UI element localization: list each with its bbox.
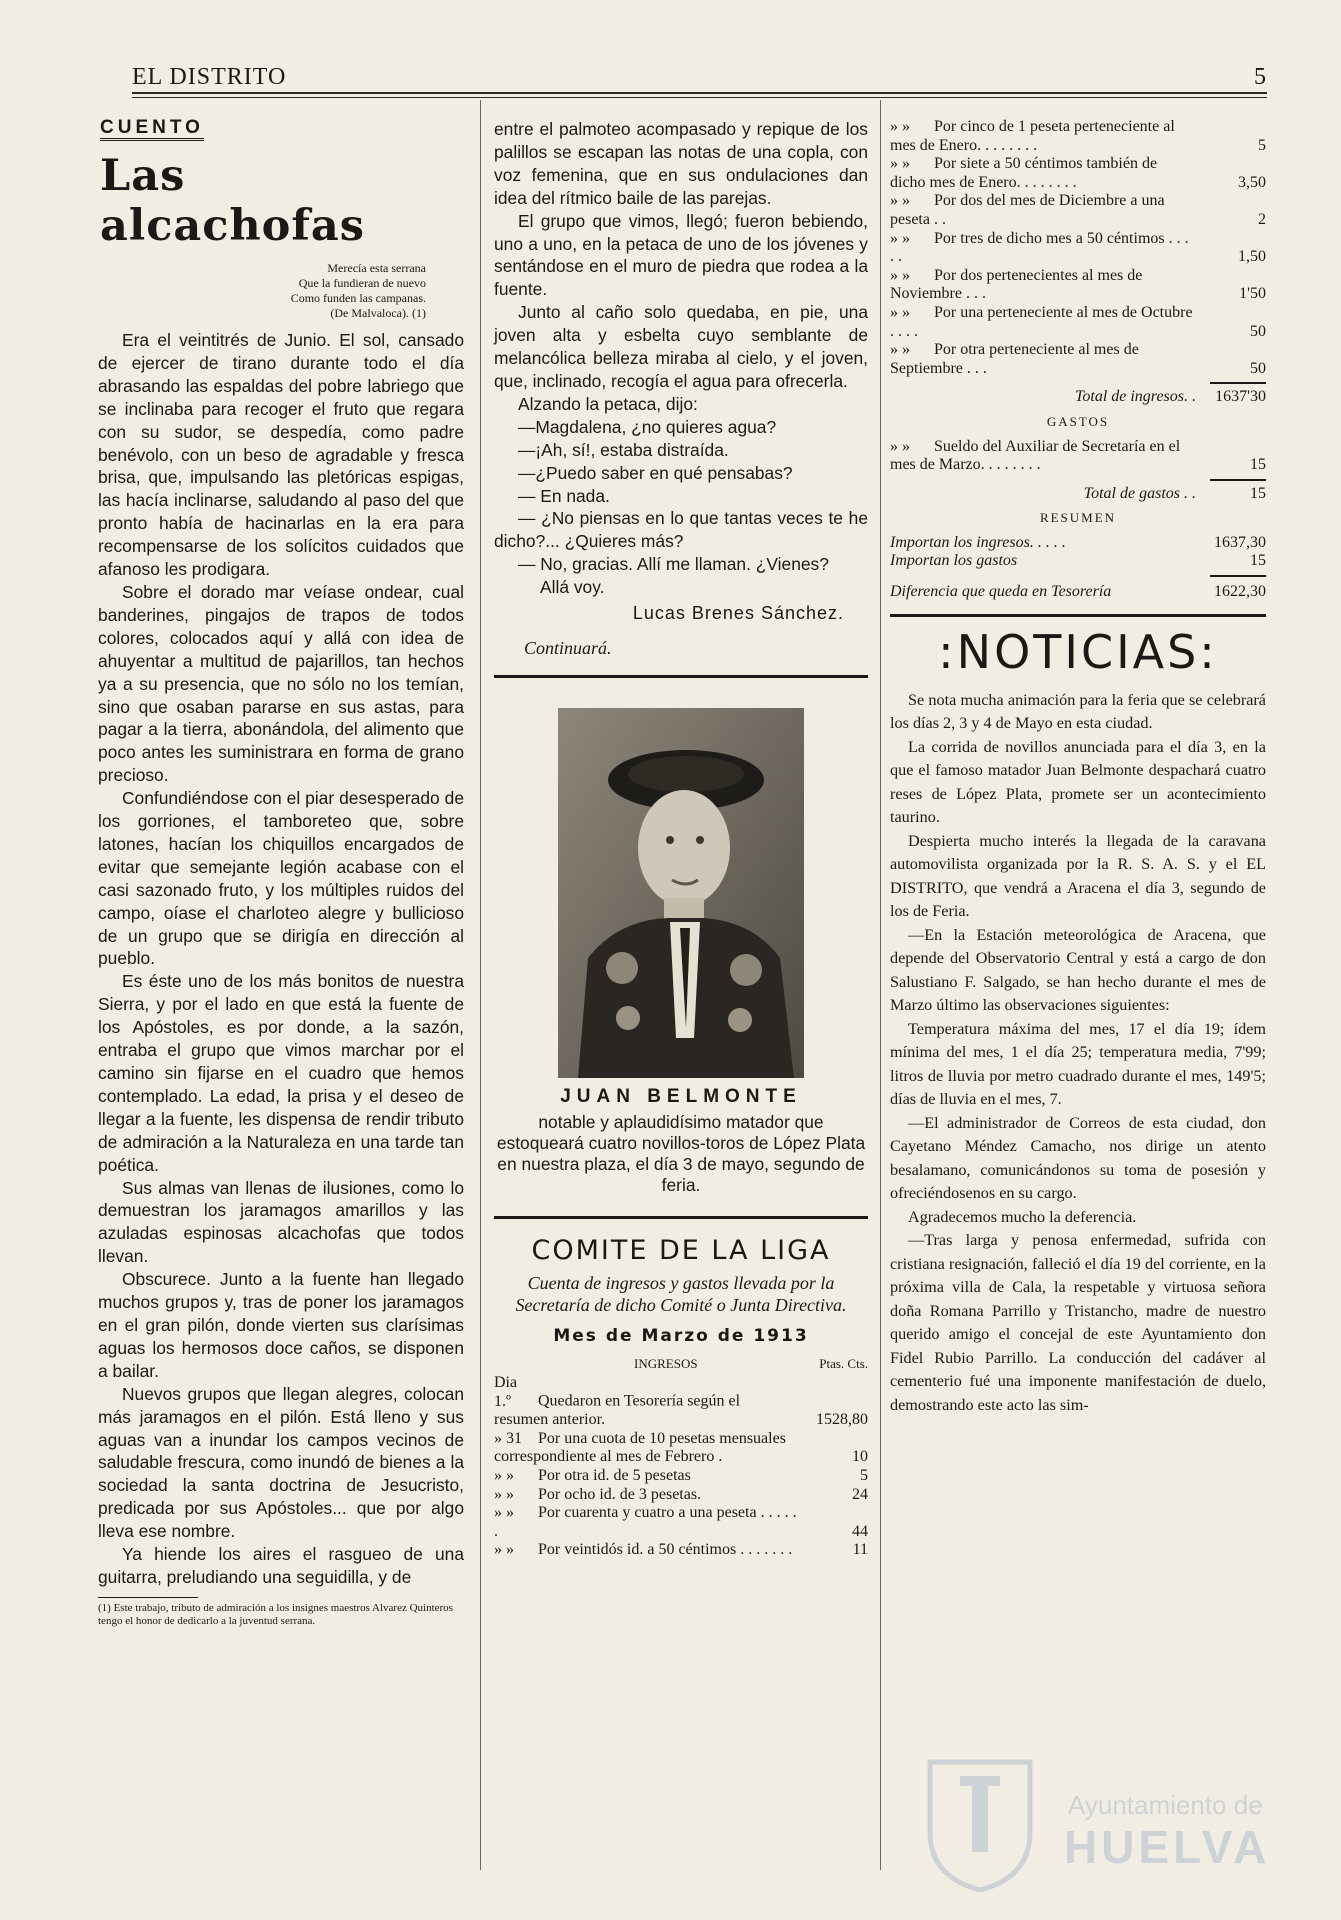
ledger-amount: 50 <box>1250 359 1266 377</box>
header-rule <box>132 92 1267 94</box>
story-paragraph: Obscurece. Junto a la fuente han llegado muchos grupos y, tras de poner los jaramagos en el gran pilón, donde vierten sus clarísimas aguas los hermosos doce caños, se disponen a bailar. <box>98 1269 464 1381</box>
comite-title: COMITE DE LA LIGA <box>494 1216 868 1266</box>
news-paragraph: Temperatura máxima del mes, 17 el día 19; ídem mínima del mes, 1 el día 25; temperatura media, 7'99; litros de lluvia por metro cuadrado durante el mes, 149'5; días de lluvia en el mes, 7. <box>890 1019 1266 1109</box>
page-header <box>132 64 1267 94</box>
total-ingresos-amount: 1637'30 <box>1215 388 1266 406</box>
ledger-row <box>890 267 1266 304</box>
news-paragraph: —Tras larga y penosa enfermedad, sufrida con cristiana resignación, falleció el día 19 del corriente, en la próxima villa de Cala, la respetable y virtuosa señora doña Romana Parrillo y Tristancho, madre de nuestro querido amigo el concejal de este Ayuntamiento don Fidel Rubio Parrillo. La conducción del cadáver al cementerio fué una imponente manifestación de duelo, demostrando este acto las sim- <box>890 1231 1266 1414</box>
ledger-amount: 1,50 <box>1238 248 1266 266</box>
story-title: Las alcachofas <box>100 151 365 251</box>
continues-note: Continuará. <box>524 638 612 659</box>
ledger-amount: 50 <box>1250 322 1266 340</box>
column-2 <box>494 118 868 1560</box>
ledger-date: » » <box>494 1541 514 1559</box>
ledger-desc: Por una cuota de 10 pesetas mensuales correspondiente al mes de Febrero . <box>494 1429 786 1466</box>
story-paragraph: entre el palmoteo acompasado y repique de los palillos se escapan las notas de una copla, con voz femenina, que en sus ondulaciones dan idea del rítmico baile de las parejas. <box>494 119 868 208</box>
epigraph-line: Que la fundieran de nuevo <box>298 276 426 290</box>
ledger-amount: 15 <box>1250 456 1266 474</box>
ledger-row <box>494 1541 868 1560</box>
story-kicker: CUENTO <box>100 118 204 141</box>
noticias-title: :NOTICIAS: <box>890 614 1266 679</box>
story-paragraph: Nuevos grupos que llegan alegres, colocan más jaramagos en el pilón. Está lleno y sus aguas van a inundar los campos vecinos de saludable frescura, como inundó de bienes a la sociedad la santa doctrina de Jesucristo, predicada por sus Apóstoles... que por algo lleva ese nombre. <box>98 1383 464 1542</box>
newspaper-title: EL DISTRITO <box>132 64 287 90</box>
ledger-row <box>890 341 1266 378</box>
dialogue-line: —¡Ah, sí!, estaba distraída. <box>518 439 729 460</box>
ledger-row <box>890 438 1266 475</box>
header-rule-thin <box>132 97 1267 98</box>
total-ingresos-label: Total de ingresos. . <box>1074 388 1196 406</box>
dialogue-line: —Magdalena, ¿no quieres agua? <box>518 416 777 437</box>
ledger-row <box>494 1467 868 1486</box>
ayuntamiento-watermark <box>920 1742 1271 1892</box>
story-body-continued <box>494 118 868 599</box>
ledger-date: » » <box>890 229 910 247</box>
news-paragraph: —El administrador de Correos de esta ciudad, don Cayetano Méndez Camacho, nos dirige un atento besalamano, comunicándonos su toma de posesión y ofreciéndosenos en su cargo. <box>890 1113 1266 1203</box>
ledger-row <box>494 1486 868 1505</box>
total-gastos-row <box>890 485 1266 504</box>
total-rule <box>1210 575 1266 577</box>
ledger-amount: 11 <box>852 1541 868 1559</box>
total-gastos-label: Total de gastos . . <box>1083 484 1196 502</box>
column-divider <box>480 100 481 1870</box>
ledger-desc: Por dos pertenecientes al mes de Noviembre . . . <box>890 266 1143 303</box>
total-ingresos-row <box>890 388 1266 407</box>
ledger-row <box>890 192 1266 229</box>
column-1 <box>98 118 464 1628</box>
ledger-amount: 10 <box>852 1448 868 1466</box>
dialogue-line: —¿Puedo saber en qué pensabas? <box>518 462 793 483</box>
importan-gastos-row <box>890 552 1266 571</box>
news-paragraph: Agradecemos mucho la deferencia. <box>908 1207 1137 1226</box>
ledger-date: » » <box>494 1504 514 1522</box>
news-paragraph: Se nota mucha animación para la feria que se celebrará los días 2, 3 y 4 de Mayo en esta ciudad. <box>890 690 1266 733</box>
photo-caption-text: notable y aplaudidísimo matador que estoqueará cuatro novillos-toros de López Plata en nuestra plaza, el día 3 de mayo, segundo de feria. <box>496 1112 866 1196</box>
footnote <box>98 1597 453 1628</box>
news-paragraph: La corrida de novillos anunciada para el día 3, en la que el famoso matador Juan Belmonte despachará cuatro reses de López Plata, promete ser un acontecimiento taurino. <box>890 737 1266 827</box>
ledger-ingresos-continued <box>890 118 1266 602</box>
ledger-row <box>494 1430 868 1467</box>
ledger-desc: Por veintidós id. a 50 céntimos . . . . . . . <box>538 1541 793 1559</box>
dialogue-line: — En nada. <box>518 485 610 506</box>
importan-ingresos-amount: 1637,30 <box>1214 533 1266 551</box>
diferencia-label: Diferencia que queda en Tesorería <box>890 583 1112 601</box>
dialogue-line: — ¿No piensas en lo que tantas veces te he dicho?... ¿Quieres más? <box>494 508 868 552</box>
comite-month: Mes de Marzo de 1913 <box>553 1326 809 1347</box>
ledger-desc: Por siete a 50 céntimos también de dicho mes de Enero. . . . . . . . <box>890 155 1158 191</box>
ledger-row <box>890 155 1266 192</box>
noticias-body <box>890 689 1266 1418</box>
ledger-amount: 5 <box>1258 136 1266 154</box>
importan-gastos-amount: 15 <box>1250 552 1266 570</box>
epigraph-line: (De Malvaloca). (1) <box>330 306 426 320</box>
diferencia-row <box>890 583 1266 602</box>
ledger-desc: Por otra perteneciente al mes de Septiembre . . . <box>890 341 1139 377</box>
ledger-date: » 31 <box>494 1429 522 1447</box>
ledger-date: » » <box>890 118 910 135</box>
ledger-desc: Por tres de dicho mes a 50 céntimos . . . . . <box>890 229 1189 266</box>
story-paragraph: El grupo que vimos, llegó; fueron bebiendo, uno a uno, en la petaca de uno de los jóvenes y sentándose en el muro de piedra que rodea a la fuente. <box>494 210 868 300</box>
total-rule <box>1210 382 1266 384</box>
importan-ingresos-label: Importan los ingresos. . . . . <box>890 533 1066 551</box>
ledger-date: » » <box>890 303 910 321</box>
story-paragraph: Sobre el dorado mar veíase ondear, cual banderines, pingajos de trapos de todos colores, colocados aquí y allá con idea de ahuyentar a multitud de pajarillos, tan hechos ya a su presencia, que no sólo no los temían, sino que osaban pararse en sus astas, para pagar a la tierra, abonándola, del alimento que poco antes les suministrara en forma de grano precioso. <box>98 581 464 786</box>
ledger-date: » » <box>890 266 910 284</box>
ledger-row <box>494 1504 868 1541</box>
epigraph-line: Merecía esta serrana <box>327 261 426 275</box>
footnote-text: (1) Este trabajo, tributo de admiración a los insignes maestros Alvarez Quinteros tengo el honor de dedicarlo a la juventud serrana. <box>98 1601 453 1627</box>
watermark-line2: HUELVA <box>1064 1821 1271 1873</box>
diferencia-amount: 1622,30 <box>1214 583 1266 601</box>
ledger-row <box>494 1374 868 1430</box>
ledger-amount: 1'50 <box>1239 285 1266 303</box>
gastos-head: GASTOS <box>1046 413 1110 429</box>
ledger-heads <box>494 1356 868 1372</box>
dialogue-line: Allá voy. <box>540 577 605 598</box>
ledger-amount: 3,50 <box>1238 173 1266 191</box>
ledger-date: » » <box>890 341 910 359</box>
total-rule <box>1210 479 1266 481</box>
ledger-date: » » <box>890 155 910 173</box>
ledger-ingresos <box>494 1374 868 1560</box>
ledger-desc: Por ocho id. de 3 pesetas. <box>538 1485 702 1503</box>
story-paragraph: Sus almas van llenas de ilusiones, como lo demuestran los jaramagos amarillos y las azuladas espinosas alcachofas que todos llevan. <box>98 1177 464 1267</box>
amount-head: Ptas. Cts. <box>819 1356 868 1372</box>
story-body <box>98 329 464 1589</box>
section-rule <box>494 675 868 678</box>
total-gastos-amount: 15 <box>1250 484 1266 502</box>
coat-of-arms-icon <box>920 1742 1040 1892</box>
ledger-date: » » <box>494 1485 514 1503</box>
story-paragraph: Junto al caño solo quedaba, en pie, una joven alta y esbelta cuyo semblante de melancólica belleza miraba al cielo, y el joven, que, inclinado, recogía el agua para ofrecerla. <box>494 302 868 391</box>
importan-gastos-label: Importan los gastos <box>890 552 1018 570</box>
story-paragraph: Es éste uno de los más bonitos de nuestra Sierra, y por el lado en que está la fuente de los Apóstoles, es por donde, a la sazón, entraba el grupo que vimos marchar por el camino sin fijarse en el cuadro que hemos contemplado. La edad, la prisa y el deseo de llegar a la fuente, les dispensa de rendir tributo de admiración a la Naturaleza en una tarde tan poética. <box>98 971 464 1175</box>
story-paragraph: Era el veintitrés de Junio. El sol, cansado de ejercer de tirano durante todo el día abrasando las espaldas del pobre labriego que se inclinaba para recoger el fruto que regara con su sudor, se despedía, como padre benévolo, con un beso de agradable y fresca brisa, que, impulsando las pletóricas espigas, las hacía inclinarse, saludando al paso del que pronto había de hacinarlas en la era para recompensarse de los solícitos cuidados que afanoso les prodigara. <box>98 330 464 580</box>
ledger-amount: 2 <box>1258 210 1266 228</box>
matador-portrait-photo <box>558 708 804 1078</box>
story-paragraph: Alzando la petaca, dijo: <box>518 393 698 414</box>
column-divider <box>880 100 881 1870</box>
epigraph-line: Como funden las campanas. <box>290 291 426 305</box>
ledger-row <box>890 118 1266 155</box>
ledger-amount: 44 <box>852 1522 868 1540</box>
dialogue-line: — No, gracias. Allí me llaman. ¿Vienes? <box>518 554 829 575</box>
watermark-line1: Ayuntamiento de <box>1068 1790 1263 1820</box>
ledger-desc: Sueldo del Auxiliar de Secretaría en el mes de Marzo. . . . . . . . <box>890 437 1181 474</box>
ledger-desc: Por cinco de 1 peseta perteneciente al mes de Enero. . . . . . . . <box>890 118 1175 154</box>
story-paragraph: Confundiéndose con el piar desesperado de los gorriones, el tamboreteo que, sobre latones, hacían los chiquillos encargados de evitar que semejante legión acabase con el casi sazonado fruto, y los múltiples ruidos del campo, oíase el charloteo alegre y bullicioso de un grupo que se dirigía en dirección al pueblo. <box>98 788 464 969</box>
ledger-desc: Por dos del mes de Diciembre a una peseta . . <box>890 192 1165 228</box>
ledger-row <box>890 230 1266 267</box>
ledger-desc: Por una perteneciente al mes de Octubre . . . . <box>890 303 1193 340</box>
epigraph <box>98 261 464 321</box>
story-paragraph: Ya hiende los aires el rasgueo de una guitarra, preludiando una seguidilla, y de <box>98 1544 464 1587</box>
ledger-date: » » <box>890 192 910 210</box>
photo-caption-name: JUAN BELMONTE <box>560 1086 802 1108</box>
ledger-date: » » <box>890 437 910 455</box>
ingresos-head: INGRESOS <box>634 1356 698 1372</box>
ledger-date: Dia 1.º <box>494 1374 518 1410</box>
resumen-head: RESUMEN <box>1039 510 1117 526</box>
ledger-date: » » <box>494 1467 514 1484</box>
ledger-desc: Por cuarenta y cuatro a una peseta . . . . . . <box>494 1504 797 1540</box>
ledger-amount: 5 <box>860 1467 868 1484</box>
page-number: 5 <box>1254 64 1267 90</box>
ledger-desc: Quedaron en Tesorería según el resumen anterior. <box>494 1392 741 1429</box>
ledger-desc: Por otra id. de 5 pesetas <box>538 1467 691 1484</box>
comite-subtitle: Cuenta de ingresos y gastos llevada por la Secretaría de dicho Comité o Junta Directiva. <box>515 1273 847 1316</box>
column-3 <box>890 118 1266 1417</box>
news-paragraph: —En la Estación meteorológica de Aracena, que depende del Observatorio Central y está a cargo de don Salustiano F. Salgado, se han hecho durante el mes de Marzo último las observaciones siguientes: <box>890 925 1266 1015</box>
news-paragraph: Despierta mucho interés la llegada de la caravana automovilista organizada por la R. S. A. S. y el EL DISTRITO, que vendrá a Aracena el día 3, segundo de los de Feria. <box>890 831 1266 921</box>
story-signature: Lucas Brenes Sánchez. <box>632 603 844 624</box>
importan-ingresos-row <box>890 534 1266 553</box>
ledger-amount: 24 <box>852 1485 868 1503</box>
ledger-row <box>890 304 1266 341</box>
ledger-amount: 1528,80 <box>816 1411 868 1429</box>
